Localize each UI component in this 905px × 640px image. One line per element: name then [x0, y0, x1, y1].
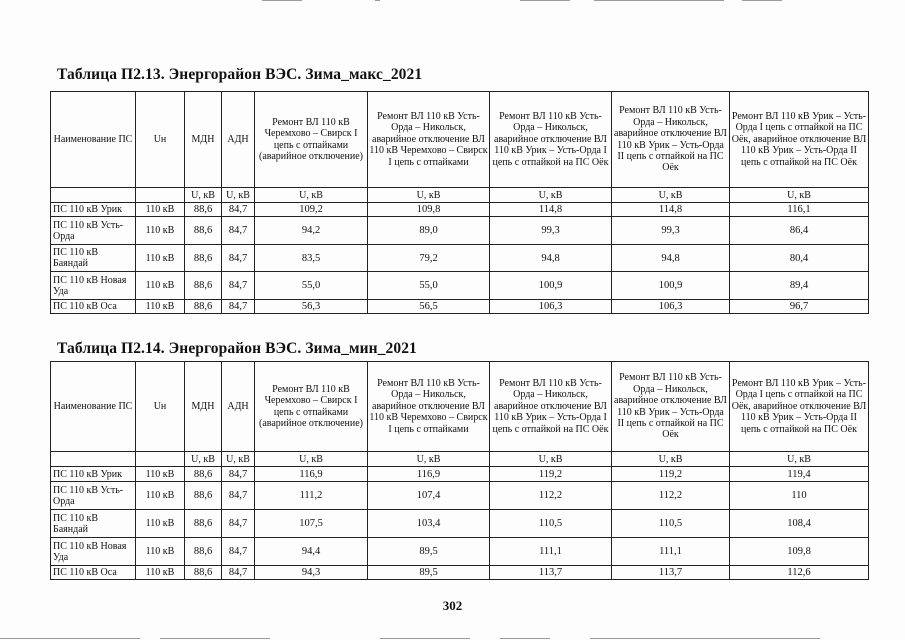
adn-value: 84,7 — [222, 510, 255, 538]
table-caption: Таблица П2.13. Энергорайон ВЭС. Зима_макс_2021 — [57, 66, 423, 83]
voltage-value: 55,0 — [255, 272, 368, 300]
scan-artifact-line — [500, 638, 550, 639]
voltage-value: 94,8 — [490, 245, 612, 272]
nominal-voltage: 110 кВ — [136, 300, 185, 314]
voltage-value: 79,2 — [368, 245, 490, 272]
unit-cell: U, кВ — [612, 452, 730, 467]
voltage-value: 89,4 — [730, 272, 869, 300]
voltage-value: 110,5 — [612, 510, 730, 538]
voltage-value: 113,7 — [490, 566, 612, 580]
unit-cell: U, кВ — [490, 452, 612, 467]
voltage-value: 108,4 — [730, 510, 869, 538]
nominal-voltage: 110 кВ — [136, 217, 185, 245]
unit-cell: U, кВ — [490, 188, 612, 203]
voltage-value: 89,5 — [368, 538, 490, 566]
adn-value: 84,7 — [222, 217, 255, 245]
voltage-value: 111,1 — [490, 538, 612, 566]
scan-artifact-line — [594, 0, 724, 1]
scan-artifact-line — [160, 638, 270, 639]
table-row — [51, 510, 869, 538]
voltage-value: 106,3 — [612, 300, 730, 314]
table-row — [51, 538, 869, 566]
scan-artifact-line — [520, 0, 570, 1]
unit-cell: U, кВ — [255, 452, 368, 467]
voltage-value: 94,8 — [612, 245, 730, 272]
table-row — [51, 272, 869, 300]
voltage-value: 111,1 — [612, 538, 730, 566]
voltage-value: 114,8 — [490, 203, 612, 217]
unit-row — [51, 188, 869, 203]
voltage-value: 94,2 — [255, 217, 368, 245]
table-caption: Таблица П2.14. Энергорайон ВЭС. Зима_мин_2021 — [57, 340, 417, 357]
nominal-voltage: 110 кВ — [136, 245, 185, 272]
nominal-voltage: 110 кВ — [136, 538, 185, 566]
voltage-value: 112,2 — [490, 482, 612, 510]
adn-value: 84,7 — [222, 467, 255, 482]
voltage-value: 89,5 — [368, 566, 490, 580]
scan-artifact-line — [380, 638, 470, 639]
header-scenario: Ремонт ВЛ 110 кВ Урик – Усть-Орда I цепь с отпайкой на ПС Оёк, аварийное отключение ВЛ 110 кВ Урик – Усть-Орда II цепь с отпайкой на ПС Оёк — [730, 362, 869, 452]
header-scenario: Ремонт ВЛ 110 кВ Усть-Орда – Никольск, аварийное отключение ВЛ 110 кВ Урик – Усть-Орда II цепь с отпайкой на ПС Оёк — [612, 92, 730, 188]
mdn-value: 88,6 — [185, 482, 222, 510]
adn-value: 84,7 — [222, 566, 255, 580]
unit-cell: U, кВ — [730, 188, 869, 203]
scan-artifact-line — [590, 638, 820, 639]
voltage-value: 109,2 — [255, 203, 368, 217]
table-row — [51, 203, 869, 217]
page-number: 302 — [442, 598, 463, 613]
voltage-value: 106,3 — [490, 300, 612, 314]
station-name: ПС 110 кВ Баяндай — [51, 510, 136, 538]
station-name: ПС 110 кВ Усть-Орда — [51, 217, 136, 245]
station-name: ПС 110 кВ Оса — [51, 300, 136, 314]
nominal-voltage: 110 кВ — [136, 203, 185, 217]
header-scenario: Ремонт ВЛ 110 кВ Черемхово – Свирск I цепь с отпайками (аварийное отключение) — [255, 92, 368, 188]
voltage-value: 116,1 — [730, 203, 869, 217]
unit-cell: U, кВ — [368, 188, 490, 203]
header-station-name: Наименование ПС — [51, 92, 136, 188]
unit-cell: U, кВ — [185, 188, 222, 203]
voltage-value: 107,4 — [368, 482, 490, 510]
adn-value: 84,7 — [222, 245, 255, 272]
header-nominal-voltage: Uн — [136, 362, 185, 452]
voltage-value: 99,3 — [490, 217, 612, 245]
voltage-value: 56,3 — [255, 300, 368, 314]
header-scenario: Ремонт ВЛ 110 кВ Усть-Орда – Никольск, аварийное отключение ВЛ 110 кВ Урик – Усть-Орда I цепь с отпайкой на ПС Оёк — [490, 92, 612, 188]
voltage-value: 110,5 — [490, 510, 612, 538]
unit-cell: U, кВ — [612, 188, 730, 203]
table-row — [51, 566, 869, 580]
station-name: ПС 110 кВ Баяндай — [51, 245, 136, 272]
unit-cell — [136, 188, 185, 203]
unit-cell — [136, 452, 185, 467]
voltage-value: 100,9 — [490, 272, 612, 300]
voltage-value: 103,4 — [368, 510, 490, 538]
voltage-value: 116,9 — [255, 467, 368, 482]
header-nominal-voltage: Uн — [136, 92, 185, 188]
voltage-value: 94,3 — [255, 566, 368, 580]
table-row — [51, 217, 869, 245]
unit-cell: U, кВ — [255, 188, 368, 203]
mdn-value: 88,6 — [185, 510, 222, 538]
voltage-value: 94,4 — [255, 538, 368, 566]
table-row — [51, 482, 869, 510]
unit-cell — [51, 452, 136, 467]
voltage-value: 109,8 — [368, 203, 490, 217]
mdn-value: 88,6 — [185, 203, 222, 217]
nominal-voltage: 110 кВ — [136, 467, 185, 482]
mdn-value: 88,6 — [185, 538, 222, 566]
voltage-value: 80,4 — [730, 245, 869, 272]
unit-cell — [51, 188, 136, 203]
table-row — [51, 467, 869, 482]
header-scenario: Ремонт ВЛ 110 кВ Урик – Усть-Орда I цепь с отпайкой на ПС Оёк, аварийное отключение ВЛ 110 кВ Урик – Усть-Орда II цепь с отпайкой на ПС Оёк — [730, 92, 869, 188]
voltage-value: 83,5 — [255, 245, 368, 272]
table-header-row — [51, 362, 869, 452]
mdn-value: 88,6 — [185, 467, 222, 482]
voltage-value: 86,4 — [730, 217, 869, 245]
mdn-value: 88,6 — [185, 217, 222, 245]
unit-cell: U, кВ — [730, 452, 869, 467]
mdn-value: 88,6 — [185, 300, 222, 314]
voltage-value: 114,8 — [612, 203, 730, 217]
header-adn: АДН — [222, 92, 255, 188]
scan-artifact-line — [0, 638, 140, 639]
station-name: ПС 110 кВ Урик — [51, 467, 136, 482]
voltage-value: 55,0 — [368, 272, 490, 300]
adn-value: 84,7 — [222, 482, 255, 510]
adn-value: 84,7 — [222, 272, 255, 300]
voltage-value: 107,5 — [255, 510, 368, 538]
header-adn: АДН — [222, 362, 255, 452]
scan-artifact-line — [262, 0, 302, 1]
nominal-voltage: 110 кВ — [136, 482, 185, 510]
unit-row — [51, 452, 869, 467]
unit-cell: U, кВ — [368, 452, 490, 467]
header-station-name: Наименование ПС — [51, 362, 136, 452]
scan-artifact-line — [742, 0, 782, 1]
header-scenario: Ремонт ВЛ 110 кВ Усть-Орда – Никольск, аварийное отключение ВЛ 110 кВ Урик – Усть-Орда I цепь с отпайкой на ПС Оёк — [490, 362, 612, 452]
voltage-value: 112,6 — [730, 566, 869, 580]
adn-value: 84,7 — [222, 300, 255, 314]
voltage-value: 112,2 — [612, 482, 730, 510]
scan-artifact-line — [375, 0, 380, 1]
table-header-row — [51, 92, 869, 188]
unit-cell: U, кВ — [185, 452, 222, 467]
voltage-value: 111,2 — [255, 482, 368, 510]
voltage-value: 56,5 — [368, 300, 490, 314]
header-scenario: Ремонт ВЛ 110 кВ Усть-Орда – Никольск, аварийное отключение ВЛ 110 кВ Черемхово – Свирск I цепь с отпайками — [368, 362, 490, 452]
mdn-value: 88,6 — [185, 245, 222, 272]
mdn-value: 88,6 — [185, 272, 222, 300]
adn-value: 84,7 — [222, 203, 255, 217]
voltage-value: 119,2 — [612, 467, 730, 482]
voltage-value: 113,7 — [612, 566, 730, 580]
unit-cell: U, кВ — [222, 452, 255, 467]
nominal-voltage: 110 кВ — [136, 566, 185, 580]
table-row — [51, 245, 869, 272]
voltage-table-winter-max — [50, 91, 869, 314]
nominal-voltage: 110 кВ — [136, 510, 185, 538]
header-mdn: МДН — [185, 362, 222, 452]
header-mdn: МДН — [185, 92, 222, 188]
voltage-value: 96,7 — [730, 300, 869, 314]
adn-value: 84,7 — [222, 538, 255, 566]
station-name: ПС 110 кВ Оса — [51, 566, 136, 580]
mdn-value: 88,6 — [185, 566, 222, 580]
voltage-table-winter-min — [50, 361, 869, 580]
voltage-value: 99,3 — [612, 217, 730, 245]
voltage-value: 100,9 — [612, 272, 730, 300]
header-scenario: Ремонт ВЛ 110 кВ Усть-Орда – Никольск, аварийное отключение ВЛ 110 кВ Черемхово – Свирск I цепь с отпайками — [368, 92, 490, 188]
header-scenario: Ремонт ВЛ 110 кВ Усть-Орда – Никольск, аварийное отключение ВЛ 110 кВ Урик – Усть-Орда II цепь с отпайкой на ПС Оёк — [612, 362, 730, 452]
voltage-value: 109,8 — [730, 538, 869, 566]
voltage-value: 119,4 — [730, 467, 869, 482]
voltage-value: 110 — [730, 482, 869, 510]
station-name: ПС 110 кВ Новая Уда — [51, 272, 136, 300]
voltage-value: 89,0 — [368, 217, 490, 245]
nominal-voltage: 110 кВ — [136, 272, 185, 300]
station-name: ПС 110 кВ Новая Уда — [51, 538, 136, 566]
station-name: ПС 110 кВ Урик — [51, 203, 136, 217]
header-scenario: Ремонт ВЛ 110 кВ Черемхово – Свирск I цепь с отпайками (аварийное отключение) — [255, 362, 368, 452]
station-name: ПС 110 кВ Усть-Орда — [51, 482, 136, 510]
unit-cell: U, кВ — [222, 188, 255, 203]
voltage-value: 119,2 — [490, 467, 612, 482]
table-row — [51, 300, 869, 314]
voltage-value: 116,9 — [368, 467, 490, 482]
